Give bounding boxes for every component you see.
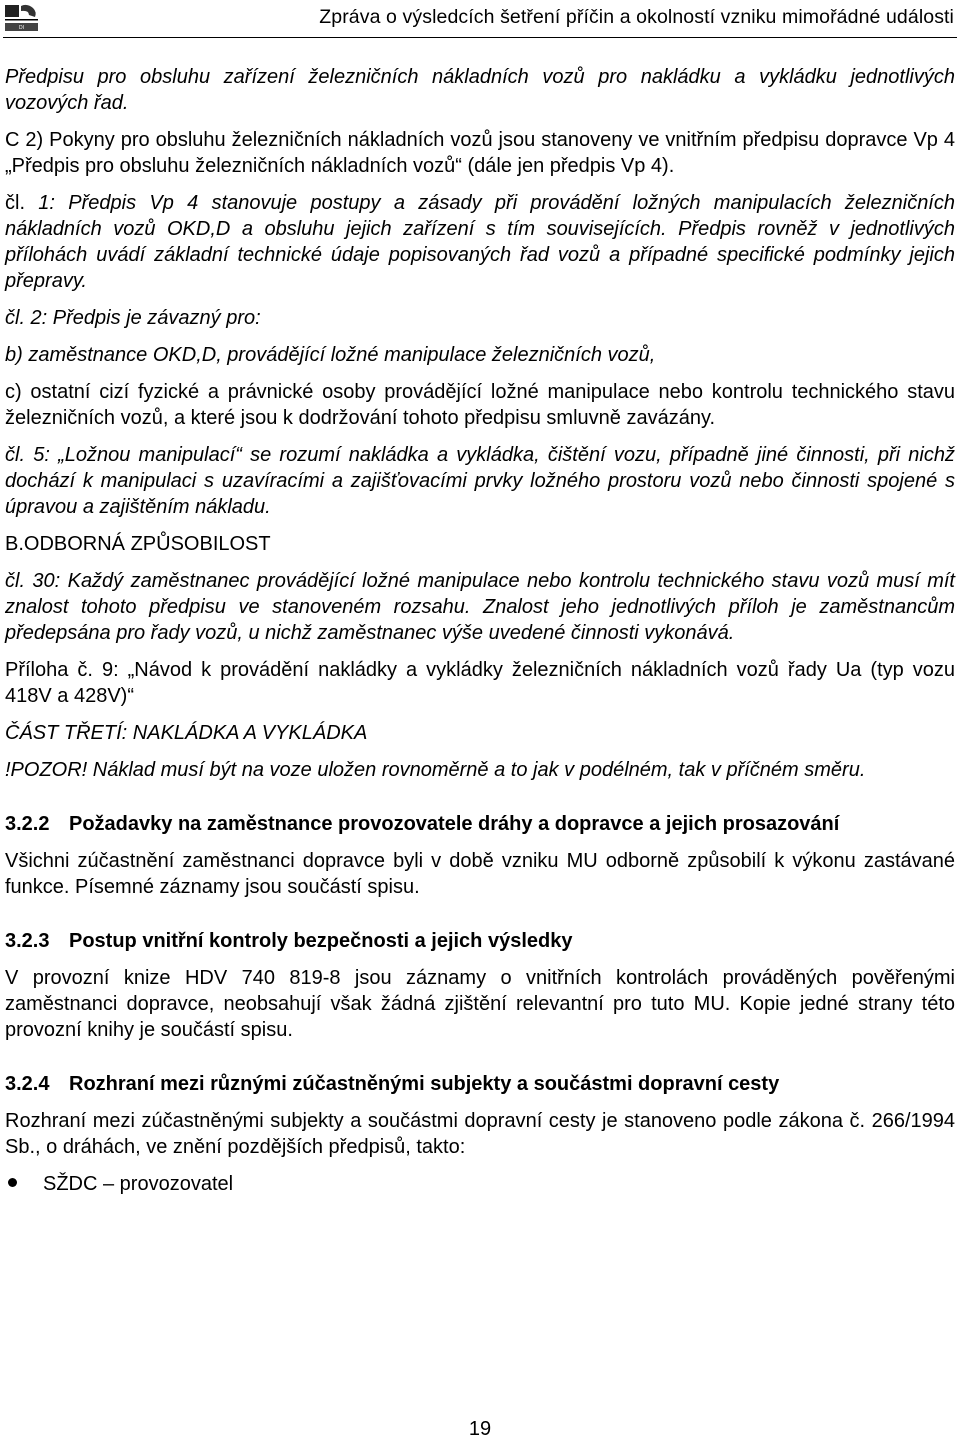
paragraph: C 2) Pokyny pro obsluhu železničních nákladních vozů jsou stanoveny ve vnitřním předpisu dopravce Vp 4 „Předpis pro obsluhu železničních nákladních vozů“ (dále jen předpis Vp 4). [5,129,955,177]
paragraph: c) ostatní cizí fyzické a právnické osoby provádějící ložné manipulace nebo kontrolu technického stavu železničních vozů, a které jsou k dodržování tohoto předpisu smluvně zavázány. [5,381,955,429]
paragraph: čl. 2: Předpis je závazný pro: [5,307,261,329]
page-header [0,0,960,40]
section-title: Postup vnitřní kontroly bezpečnosti a jejich výsledky [69,930,573,952]
paragraph: B.ODBORNÁ ZPŮSOBILOST [5,533,271,555]
section-text: Rozhraní mezi zúčastněnými subjekty a součástmi dopravní cesty je stanoveno podle zákona č. 266/1994 Sb., o dráhách, ve znění pozdějších předpisů, takto: [5,1110,955,1158]
paragraph: Předpisu pro obsluhu zařízení železničních nákladních vozů pro nakládku a vykládku jednotlivých vozových řad. [5,66,955,114]
section-heading [5,811,955,837]
paragraph: ČÁST TŘETÍ: NAKLÁDKA A VYKLÁDKA [5,722,368,744]
section-number: 3.2.2 [5,813,50,835]
drazni-inspekce-logo [3,3,40,33]
section-title: Rozhraní mezi různými zúčastněnými subjekty a součástmi dopravní cesty [69,1073,780,1095]
paragraph [5,190,955,294]
list-item-text: SŽDC – provozovatel [43,1173,234,1195]
section-number: 3.2.3 [5,930,50,952]
paragraph: b) zaměstnance OKD,D, provádějící ložné manipulace železničních vozů, [5,344,656,366]
document-title: Zpráva o výsledcích šetření příčin a okolností vzniku mimořádné události [319,6,954,28]
list-item [5,1171,955,1197]
section-text: Všichni zúčastnění zaměstnanci dopravce byli v době vzniku MU odborně způsobilí k výkonu zastávané funkce. Písemné záznamy jsou součástí spisu. [5,850,955,898]
article-lead: čl. [5,192,25,214]
paragraph: Příloha č. 9: „Návod k provádění nakládky a vykládky železničních nákladních vozů řady Ua (typ vozu 418V a 428V)“ [5,659,955,707]
svg-text:DI: DI [19,25,24,31]
section-heading [5,928,955,954]
article-text: 1: Předpis Vp 4 stanovuje postupy a zásady při provádění ložných manipulacích železničních nákladních vozů OKD,D a obsluhu jejich zařízení s tím souvisejících. Předpis rovněž v jednotlivých přílohách uvádí základní technické údaje popisovaných řad vozů a případné specifické podmínky jejich přepravy. [5,192,955,292]
bullet-icon [8,1178,17,1187]
header-divider [3,37,957,38]
paragraph: čl. 5: „Ložnou manipulací“ se rozumí nakládka a vykládka, čištění vozu, případně jiné činnosti, při nichž dochází k manipulaci s uzavíracími a zajišťovacími prvky ložného prostoru vozů nebo činnosti spojené s úpravou a zajištěním nákladu. [5,444,955,518]
paragraph: čl. 30: Každý zaměstnanec provádějící ložné manipulace nebo kontrolu technického stavu vozů musí mít znalost tohoto předpisu ve stanoveném rozsahu. Znalost jeho jednotlivých příloh je zaměstnancům předepsána pro řady vozů, u nichž zaměstnanec výše uvedené činnosti vykonává. [5,570,955,644]
section-heading [5,1071,955,1097]
page-content [5,64,955,1197]
section-text: V provozní knize HDV 740 819-8 jsou záznamy o vnitřních kontrolách prováděných pověřenými zaměstnanci dopravce, neobsahují však žádná zjištění relevantní pro tuto MU. Kopie jedné strany této provozní knihy je součástí spisu. [5,967,955,1041]
section-number: 3.2.4 [5,1073,50,1095]
paragraph: !POZOR! Náklad musí být na voze uložen rovnoměrně a to jak v podélném, tak v příčném směru. [5,759,866,781]
section-title: Požadavky na zaměstnance provozovatele dráhy a dopravce a jejich prosazování [69,813,840,835]
page-number: 19 [468,1418,492,1440]
